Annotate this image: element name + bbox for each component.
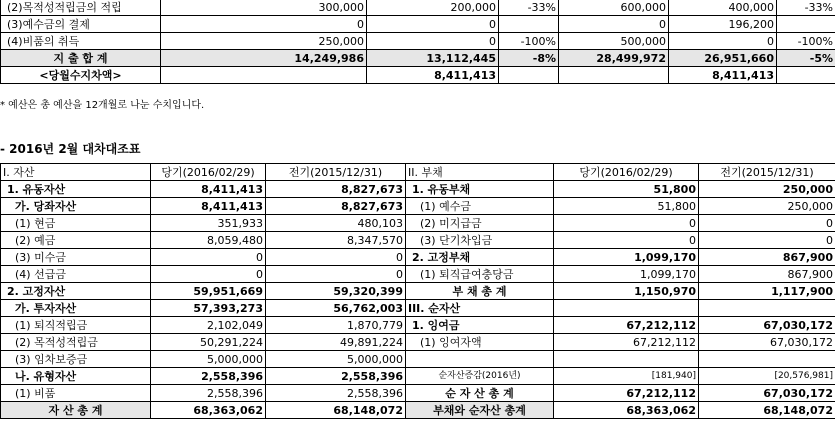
table-row: [1, 317, 835, 334]
header-previous-2: 전기(2015/12/31): [699, 164, 835, 181]
liability-label: 순 자 산 총 계: [406, 385, 554, 402]
liability-previous: 250,000: [699, 198, 835, 215]
asset-label: (2) 목적성적립금: [1, 334, 151, 351]
liability-current: 1,150,970: [554, 283, 699, 300]
header-current-2: 당기(2016/02/29): [554, 164, 699, 181]
row-value: -33%: [499, 0, 559, 16]
empty-cell: [499, 67, 559, 84]
asset-current: 5,000,000: [151, 351, 266, 368]
liability-previous: 867,900: [699, 249, 835, 266]
empty-cell: [161, 67, 367, 84]
asset-current: 0: [151, 249, 266, 266]
balance-sheet-header: [1, 164, 835, 181]
asset-previous: 8,827,673: [266, 198, 406, 215]
balance-sheet-table: [0, 163, 835, 419]
asset-previous: 2,558,396: [266, 368, 406, 385]
table-row: [1, 300, 835, 317]
table-row: [1, 33, 835, 50]
asset-current: 351,933: [151, 215, 266, 232]
asset-current: 50,291,224: [151, 334, 266, 351]
asset-previous: 0: [266, 249, 406, 266]
liability-current: 51,800: [554, 198, 699, 215]
asset-previous: 8,827,673: [266, 181, 406, 198]
asset-label: (2) 예금: [1, 232, 151, 249]
asset-current: 2,558,396: [151, 368, 266, 385]
asset-label: 1. 유동자산: [1, 181, 151, 198]
total-value: 28,499,972: [559, 50, 669, 67]
asset-current: 57,393,273: [151, 300, 266, 317]
liability-current: 68,363,062: [554, 402, 699, 419]
liability-current: [554, 300, 699, 317]
asset-current: 8,411,413: [151, 198, 266, 215]
section-title: - 2016년 2월 대차대조표: [0, 142, 141, 156]
table-row: [1, 16, 835, 33]
asset-label: (3) 임차보증금: [1, 351, 151, 368]
row-value: 0: [161, 16, 367, 33]
table-row: [1, 334, 835, 351]
monthly-budget-table: [0, 0, 835, 84]
header-previous: 전기(2015/12/31): [266, 164, 406, 181]
liability-label: (1) 잉여자액: [406, 334, 554, 351]
asset-previous: 1,870,779: [266, 317, 406, 334]
row-value: [499, 16, 559, 33]
total-label: 지 출 합 계: [1, 50, 161, 67]
liability-current: 67,212,112: [554, 334, 699, 351]
header-current: 당기(2016/02/29): [151, 164, 266, 181]
asset-previous: 56,762,003: [266, 300, 406, 317]
asset-label: 2. 고정자산: [1, 283, 151, 300]
liability-label: 1. 잉여금: [406, 317, 554, 334]
row-value: 300,000: [161, 0, 367, 16]
balance-value: 8,411,413: [367, 67, 499, 84]
liability-label: (1) 퇴직급여충당금: [406, 266, 554, 283]
asset-label: (1) 퇴직적립금: [1, 317, 151, 334]
liability-previous: 0: [699, 215, 835, 232]
budget-note: * 예산은 총 예산을 12개월로 나눈 수치입니다.: [0, 100, 205, 111]
asset-previous: 5,000,000: [266, 351, 406, 368]
row-value: 600,000: [559, 0, 669, 16]
row-value: 250,000: [161, 33, 367, 50]
table-row: [1, 232, 835, 249]
liability-previous: 67,030,172: [699, 317, 835, 334]
table-row: [1, 385, 835, 402]
total-value: -8%: [499, 50, 559, 67]
balance-value: 8,411,413: [669, 67, 777, 84]
liability-previous: 867,900: [699, 266, 835, 283]
liability-previous: 68,148,072: [699, 402, 835, 419]
table-row: [1, 181, 835, 198]
liability-current: 0: [554, 232, 699, 249]
liability-previous: 250,000: [699, 181, 835, 198]
balance-label: <당월수지차액>: [1, 67, 161, 84]
row-value: 0: [559, 16, 669, 33]
liability-label: 부 채 총 계: [406, 283, 554, 300]
asset-previous: 68,148,072: [266, 402, 406, 419]
liability-label: 부채와 순자산 총계: [406, 402, 554, 419]
asset-current: 0: [151, 266, 266, 283]
asset-current: 2,102,049: [151, 317, 266, 334]
row-label: (4)비품의 취득: [1, 33, 161, 50]
liability-label: 순자산증감(2016년): [406, 368, 554, 385]
asset-previous: 49,891,224: [266, 334, 406, 351]
asset-label: 자 산 총 계: [1, 402, 151, 419]
table-row: [1, 198, 835, 215]
total-row: [1, 50, 835, 67]
empty-cell: [559, 67, 669, 84]
asset-previous: 0: [266, 266, 406, 283]
asset-current: 2,558,396: [151, 385, 266, 402]
row-value: -100%: [499, 33, 559, 50]
asset-label: (1) 현금: [1, 215, 151, 232]
row-value: -33%: [777, 0, 835, 16]
liability-previous: 67,030,172: [699, 385, 835, 402]
liability-label: 2. 고정부채: [406, 249, 554, 266]
asset-current: 59,951,669: [151, 283, 266, 300]
liability-label: III. 순자산: [406, 300, 554, 317]
asset-previous: 480,103: [266, 215, 406, 232]
asset-label: (4) 선급금: [1, 266, 151, 283]
liability-label: 1. 유동부채: [406, 181, 554, 198]
total-value: -5%: [777, 50, 835, 67]
total-value: 26,951,660: [669, 50, 777, 67]
asset-label: (1) 비품: [1, 385, 151, 402]
row-value: 400,000: [669, 0, 777, 16]
asset-label: 가. 투자자산: [1, 300, 151, 317]
table-row: [1, 402, 835, 419]
row-value: [777, 16, 835, 33]
liability-current: 1,099,170: [554, 266, 699, 283]
liability-previous: [20,576,981]: [699, 368, 835, 385]
liability-label: [406, 351, 554, 368]
asset-previous: 59,320,399: [266, 283, 406, 300]
asset-previous: 8,347,570: [266, 232, 406, 249]
table-row: [1, 215, 835, 232]
table-row: [1, 368, 835, 385]
balance-row: [1, 67, 835, 84]
liability-current: [554, 351, 699, 368]
asset-previous: 2,558,396: [266, 385, 406, 402]
liability-current: 67,212,112: [554, 385, 699, 402]
asset-label: 나. 유형자산: [1, 368, 151, 385]
row-label: (2)목적성적립금의 적립: [1, 0, 161, 16]
liability-current: 0: [554, 215, 699, 232]
asset-current: 8,411,413: [151, 181, 266, 198]
liability-label: (3) 단기차입금: [406, 232, 554, 249]
row-value: 196,200: [669, 16, 777, 33]
row-value: -100%: [777, 33, 835, 50]
liability-previous: 0: [699, 232, 835, 249]
liability-previous: [699, 300, 835, 317]
liability-current: 67,212,112: [554, 317, 699, 334]
asset-label: 가. 당좌자산: [1, 198, 151, 215]
header-liabilities: II. 부채: [406, 164, 554, 181]
row-label: (3)예수금의 결제: [1, 16, 161, 33]
table-row: [1, 283, 835, 300]
liability-current: [181,940]: [554, 368, 699, 385]
table-row: [1, 249, 835, 266]
total-value: 13,112,445: [367, 50, 499, 67]
row-value: 200,000: [367, 0, 499, 16]
empty-cell: [777, 67, 835, 84]
table-row: [1, 351, 835, 368]
row-value: 0: [367, 33, 499, 50]
asset-current: 68,363,062: [151, 402, 266, 419]
row-value: 500,000: [559, 33, 669, 50]
liability-current: 51,800: [554, 181, 699, 198]
total-value: 14,249,986: [161, 50, 367, 67]
liability-previous: [699, 351, 835, 368]
table-row: [1, 266, 835, 283]
asset-current: 8,059,480: [151, 232, 266, 249]
liability-label: (2) 미지급금: [406, 215, 554, 232]
asset-label: (3) 미수금: [1, 249, 151, 266]
header-assets: I. 자산: [1, 164, 151, 181]
table-row: [1, 0, 835, 16]
row-value: 0: [669, 33, 777, 50]
row-value: 0: [367, 16, 499, 33]
liability-label: (1) 예수금: [406, 198, 554, 215]
liability-previous: 67,030,172: [699, 334, 835, 351]
liability-current: 1,099,170: [554, 249, 699, 266]
liability-previous: 1,117,900: [699, 283, 835, 300]
